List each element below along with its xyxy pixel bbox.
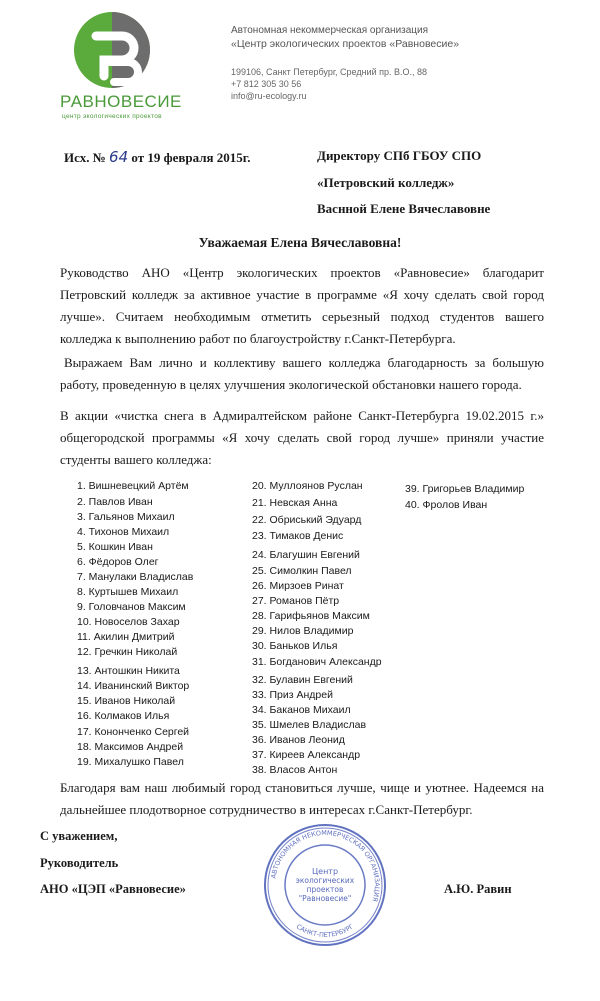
stamp-ring-text: АВТОНОМНАЯ НЕКОММЕРЧЕСКАЯ ОРГАНИЗАЦИЯ [269,828,382,903]
paragraph-closing: Благодаря вам наш любимый город становиться лучше, чище и уютнее. Надеемся на дальнейшее плодотворное сотрудничество в интересах г.Санкт-Петербург. [60,780,544,817]
signatory-title: Руководитель [40,856,119,870]
list-item: 22. Обриський Эдуард [252,514,362,526]
list-item: 6. Фёдоров Олег [77,556,159,568]
stamp-line-1: Центр [311,867,339,876]
org-name: «Центр экологических проектов «Равновесие» [231,38,460,50]
list-item: 38. Власов Антон [252,764,338,776]
stamp-line-4: "Равновесие" [298,894,352,903]
list-item: 28. Гарифьянов Максим [252,610,370,622]
closing-phrase: С уважением, [40,829,118,843]
list-item: 26. Мирзоев Ринат [252,580,344,592]
list-item: 13. Антошкин Никита [77,665,180,677]
list-item: 18. Максимов Андрей [77,741,184,753]
list-item: 5. Кошкин Иван [77,541,153,553]
list-item: 23. Тимаков Денис [252,530,344,542]
list-item: 3. Гальянов Михаил [77,511,175,523]
list-item: 32. Булавин Евгений [252,674,353,686]
list-item: 25. Симолкин Павел [252,565,352,577]
list-item: 10. Новоселов Захар [77,616,180,628]
list-item: 30. Баньков Илья [252,640,338,652]
stamp-bottom-text: САНКТ-ПЕТЕРБУРГ [294,922,356,940]
org-email: info@ru-ecology.ru [231,91,307,101]
signatory-name: А.Ю. Равин [444,882,512,896]
org-address: 199106, Санкт Петербург, Средний пр. В.О., 88 [231,67,428,77]
stamp-line-3: проектов [306,885,344,894]
paragraph-thanks: Выражаем Вам лично и коллективу вашего колледжа благодарность за большую работу, проведенную в целях улучшения экологической обстановки нашего города. [60,355,544,392]
list-item: 21. Невская Анна [252,497,338,509]
salutation: Уважаемая Елена Вячеславовна! [198,235,402,250]
list-item: 24. Благушин Евгений [252,549,360,561]
organization-stamp [262,822,388,948]
list-item: 9. Головчанов Максим [77,601,186,613]
list-item: 4. Тихонов Михаил [77,526,170,538]
org-phone: +7 812 305 30 56 [231,79,302,89]
addressee-position: Директору СПб ГБОУ СПО [317,148,482,163]
list-item: 11. Акилин Дмитрий [77,631,175,643]
logo-subtitle: центр экологических проектов [62,113,162,120]
list-item: 35. Шмелев Владислав [252,719,367,731]
list-item: 40. Фролов Иван [405,499,488,511]
addressee-organization: «Петровский колледж» [317,175,455,190]
logo-wordmark: РАВНОВЕСИЕ [60,92,182,111]
stamp-line-2: экологических [295,876,355,885]
addressee-name: Васнной Елене Вячеславовне [317,201,491,216]
outgoing-number: 64 [109,148,129,166]
list-item: 2. Павлов Иван [77,496,153,508]
org-type: Автономная некоммерческая организация [231,25,429,36]
paragraph-gratitude: Руководство АНО «Центр экологических проектов «Равновесие» благодарит Петровский колледж за активное участие в программе «Я хочу сделать свой город лучше». Считаем необходимым отметить серьезный подход студентов вашего колледжа к выполнению работ по благоустройству г.Санкт-Петербурга. [60,265,544,346]
outgoing-date: от 19 февраля 2015г. [131,150,251,165]
list-item: 27. Романов Пётр [252,595,340,607]
list-item: 12. Гречкин Николай [77,646,178,658]
list-item: 19. Михалушко Павел [77,756,184,768]
list-item: 14. Иванинский Виктор [77,680,190,692]
list-item: 8. Куртышев Михаил [77,586,179,598]
list-item: 29. Нилов Владимир [252,625,354,637]
outgoing-prefix: Исх. № [64,150,106,165]
list-item: 39. Григорьев Владимир [405,483,525,495]
list-item: 17. Конончeнко Сергей [77,726,190,738]
list-item: 34. Баканов Михаил [252,704,351,716]
list-item: 31. Богданович Александр [252,656,382,668]
list-item: 16. Колмаков Илья [77,710,170,722]
paragraph-event: В акции «чистка снега в Адмиралтейском районе Санкт-Петербурга 19.02.2015 г.» общегородской программы «Я хочу сделать свой город лучше» приняли участие студенты вашего колледжа: [60,408,544,467]
list-item: 37. Киреев Александр [252,749,361,761]
list-item: 33. Приз Андрей [252,689,333,701]
signatory-organization: АНО «ЦЭП «Равновесие» [40,882,186,896]
list-item: 7. Манулаки Владислав [77,571,194,583]
list-item: 15. Иванов Николай [77,695,176,707]
list-item: 20. Муллоянов Руслан [252,480,363,492]
list-item: 36. Иванов Леонид [252,734,345,746]
list-item: 1. Вишневецкий Артём [77,480,189,492]
